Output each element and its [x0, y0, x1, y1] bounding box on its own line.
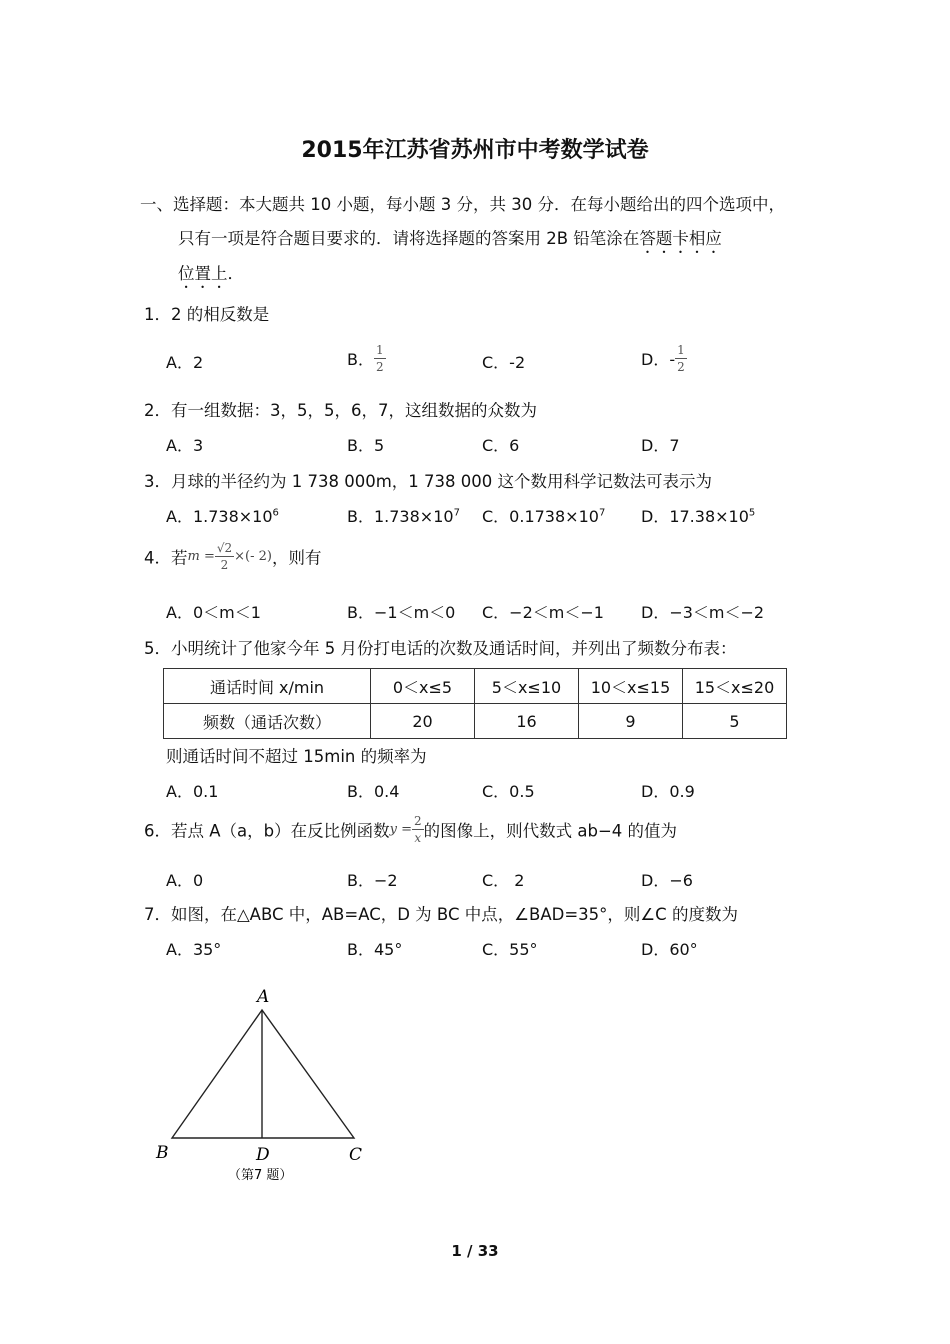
- fraction-denominator: 2: [375, 360, 384, 374]
- table-cell: 9: [579, 704, 683, 739]
- q3-option-c: [482, 504, 605, 527]
- q6-option-b: B．−2: [347, 871, 398, 890]
- math-expression: m =: [187, 549, 215, 564]
- q4-stem-start: 4．若: [144, 548, 188, 568]
- q7-option-a: A．35°: [166, 940, 222, 959]
- point-label-d: D: [256, 1145, 270, 1165]
- q3-stem: 3．月球的半径约为 1 738 000m，1 738 000 这个数用科学记数法可表示为: [144, 472, 713, 491]
- option-text: A．1.738×10: [166, 507, 273, 526]
- section-instructions: [140, 188, 785, 292]
- q6-stem-end: 的图像上，则代数式 ab−4 的值为: [423, 821, 678, 841]
- q7-option-b: B．45°: [347, 940, 403, 959]
- q2-option-c: C．6: [482, 436, 520, 455]
- triangle-figure: [140, 980, 400, 1190]
- page-number: 1 / 33: [451, 1242, 499, 1260]
- exponent: 7: [598, 507, 606, 519]
- q1-stem: 1．2 的相反数是: [144, 305, 270, 324]
- q1-option-d: [641, 342, 687, 375]
- vertex-label-c: C: [349, 1145, 363, 1165]
- fraction-numerator: 2: [414, 814, 422, 828]
- q2-option-a: A．3: [166, 436, 204, 455]
- option-text: C．0.1738×10: [482, 507, 599, 526]
- table-header-cell: 通话时间 x/min: [164, 669, 371, 704]
- section-line-2: [140, 222, 785, 257]
- fraction-numerator: √2: [216, 541, 233, 555]
- option-label: B．: [347, 350, 374, 369]
- exponent: 7: [453, 507, 460, 519]
- q1-option-b: [347, 342, 386, 375]
- q2-stem: 2．有一组数据：3，5，5，6，7，这组数据的众数为: [144, 401, 537, 420]
- q3-option-a: [166, 504, 279, 527]
- section-line-1: 一、选择题：本大题共 10 小题，每小题 3 分，共 30 分．在每小题给出的四个选项中，: [140, 195, 785, 214]
- math-expression: y =: [389, 822, 412, 837]
- q3-option-b: [347, 504, 460, 527]
- triangle-abc: [172, 1010, 354, 1138]
- q5-follow-text: 则通话时间不超过 15min 的频率为: [166, 747, 427, 766]
- q6-option-c: C． 2: [482, 871, 525, 890]
- q2-option-b: B．5: [347, 436, 385, 455]
- fraction-denominator: x: [414, 831, 422, 845]
- q6-option-a: A．0: [166, 871, 204, 890]
- q6-option-d: D．−6: [641, 871, 693, 890]
- q5-option-c: C．0.5: [482, 782, 535, 801]
- table-cell: 频数（通话次数）: [164, 704, 371, 739]
- q1-option-c: C．-2: [482, 353, 526, 372]
- page-title: 2015年江苏省苏州市中考数学试卷: [301, 138, 649, 163]
- q3-option-d: [641, 504, 755, 527]
- q5-stem: 5．小明统计了他家今年 5 月份打电话的次数及通话时间，并列出了频数分布表：: [144, 639, 737, 658]
- fraction-numerator: 1: [677, 343, 685, 357]
- fraction-denominator: 2: [220, 558, 229, 572]
- section-line-3: [140, 257, 785, 292]
- table-header-cell: 15＜x≤20: [683, 669, 787, 704]
- q4-option-a: A．0＜m＜1: [166, 603, 261, 622]
- exponent: 6: [272, 507, 279, 519]
- fraction: [374, 342, 386, 375]
- q6-stem: [144, 813, 677, 846]
- q4-stem: [144, 540, 321, 573]
- vertex-label-a: A: [257, 987, 270, 1007]
- figure-caption: （第7 题）: [228, 1168, 293, 1183]
- exponent: 5: [748, 507, 756, 519]
- q5-option-b: B．0.4: [347, 782, 400, 801]
- table-row: [164, 704, 787, 739]
- fraction: [412, 813, 424, 846]
- table-row: [164, 669, 787, 704]
- q6-stem-start: 6．若点 A（a，b）在反比例函数: [144, 821, 390, 841]
- q2-option-d: D．7: [641, 436, 680, 455]
- q1-option-a: A．2: [166, 353, 204, 372]
- q7-stem: 7．如图，在△ABC 中，AB=AC，D 为 BC 中点，∠BAD=35°，则∠C 的度数为: [144, 905, 738, 924]
- option-text: B．1.738×10: [347, 507, 454, 526]
- fraction-denominator: 2: [677, 360, 685, 374]
- table-cell: 16: [475, 704, 579, 739]
- table-header-cell: 5＜x≤10: [475, 669, 579, 704]
- fraction-numerator: 1: [375, 343, 384, 357]
- fraction: [675, 342, 687, 375]
- table-header-cell: 0＜x≤5: [371, 669, 475, 704]
- option-text: D．17.38×10: [641, 507, 749, 526]
- math-expression: ×(- 2): [234, 549, 272, 564]
- table-cell: 20: [371, 704, 475, 739]
- q4-stem-end: ，则有: [271, 548, 322, 568]
- emphasis-text: 位置上: [178, 264, 228, 283]
- option-label: D．-: [641, 350, 676, 369]
- vertex-label-b: B: [156, 1143, 169, 1163]
- q4-option-b: B．−1＜m＜0: [347, 603, 456, 622]
- section-text: 只有一项是符合题目要求的．请将选择题的答案用 2B 铅笔涂在: [178, 229, 640, 248]
- q5-option-a: A．0.1: [166, 782, 219, 801]
- q4-option-d: D．−3＜m＜−2: [641, 603, 765, 622]
- q5-option-d: D．0.9: [641, 782, 695, 801]
- fraction: [215, 540, 234, 573]
- table-cell: 5: [683, 704, 787, 739]
- q7-option-c: C．55°: [482, 940, 538, 959]
- table-header-cell: 10＜x≤15: [579, 669, 683, 704]
- q4-option-c: C．−2＜m＜−1: [482, 603, 604, 622]
- emphasis-text: 答题卡相应: [639, 229, 722, 248]
- q7-option-d: D．60°: [641, 940, 698, 959]
- frequency-table: [163, 668, 787, 739]
- section-text: ．: [227, 264, 244, 283]
